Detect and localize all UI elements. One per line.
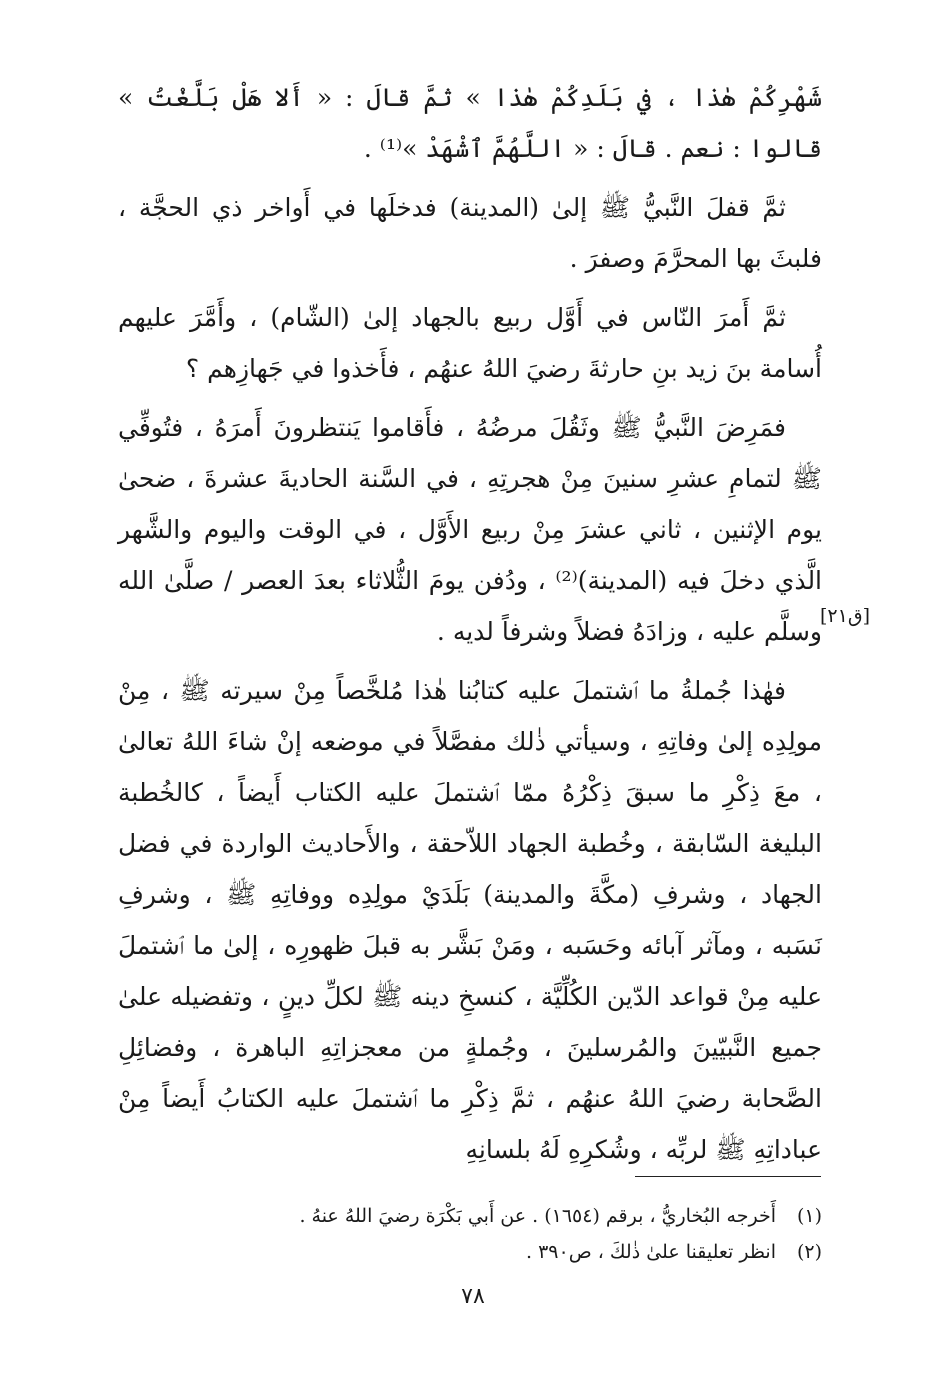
footnote-2 (118, 1234, 822, 1270)
footnote-1 (118, 1198, 822, 1234)
footnote-number: (٢) (796, 1241, 822, 1263)
paragraph-4: فمَرِضَ النَّبيُّ ﷺ وثَقُلَ مرضُهُ ، فأَقاموا يَنتظرونَ أَمرَهُ ، فتُوفِّي ﷺ لتمامِ عشرِ سنينَ مِنْ هجرتِهِ ، في السَّنة الحاديةَ عشرةَ ، ضحىٰ يوم الإثنين ، ثاني عشرَ مِنْ ربيع الأَوَّل ، في الوقت واليوم والشَّهر الَّذي دخلَ فيه (المدينة)⁽²⁾ ، ودُفن يومَ الثُّلاثاء بعدَ العصر / صلَّىٰ الله وسلَّم عليه ، وزادَهُ فضلاً وشرفاً لديه . (118, 413, 823, 646)
footnote-divider (635, 1176, 821, 1177)
footnote-text: انظر تعليقنا علىٰ ذٰلكَ ، ص٣٩٠ . (526, 1241, 776, 1263)
main-text (118, 72, 822, 1183)
paragraph-3: ثمَّ أَمرَ النّاس في أَوَّل ربيع بالجهاد إلىٰ (الشّام) ، وأَمَّرَ عليهم أُسامة بنَ زيد بنِ حارثةَ رضيَ اللهُ عنهُم ، فأَخذوا في جَهازِهم ؟ (118, 303, 822, 383)
paragraph-2: ثمَّ قفلَ النَّبيُّ ﷺ إلىٰ (المدينة) فدخلَها في أَواخر ذي الحجَّة ، فلبثَ بها المحرَّمَ وصفرَ . (118, 193, 822, 273)
paragraph-1: شَهْرِكُمْ هٰذا ، في بَلَدِكُمْ هٰذا » ثمَّ قالَ : « أَلا هَلْ بَلَّغْتُ » قالوا : نعم . قالَ : « اللَّهُمَّ ٱشْهَدْ »⁽¹⁾ . (118, 83, 822, 163)
footnote-number: (١) (796, 1205, 822, 1227)
footnotes (118, 1198, 822, 1270)
footnote-text: أَخرجه البُخاريُّ ، برقم (١٦٥٤) . عن أَبي بَكْرَة رضيَ اللهُ عنهُ . (299, 1205, 776, 1227)
manuscript-folio-marker: [ق٢١] (820, 605, 870, 627)
paragraph-5: فهٰذا جُملةُ ما ٱشتملَ عليه كتابُنا هٰذا مُلخَّصاً مِنْ سيرته ﷺ ، مِنْ مولِدِه إلىٰ وفاتِهِ ، وسيأتي ذٰلك مفصَّلاً في موضعه إنْ شاءَ اللهُ تعالىٰ ، معَ ذِكْرِ ما سبقَ ذِكْرُهُ ممّا ٱشتملَ عليه الكتاب أَيضاً ، كالخُطبة البليغة السّابقة ، وخُطبة الجهاد اللاّحقة ، والأَحاديث الواردة في فضل الجهاد ، وشرفِ (مكَّةَ والمدينة) بَلَدَيْ مولِدِه ووفاتِهِ ﷺ ، وشرفِ نَسَبه ، ومآثر آبائه وحَسَبه ، ومَنْ بَشَّر به قبلَ ظهورِه ، إلىٰ ما ٱشتملَ عليه مِنْ قواعد الدّين الكُلِّيَّة ، كنسخِ دينه ﷺ لكلِّ دينٍ ، وتفضيله علىٰ جميع النَّبيّينَ والمُرسلينَ ، وجُملةٍ من معجزاتِهِ الباهرة ، وفضائِلِ الصَّحابة رضيَ اللهُ عنهُم ، ثمَّ ذِكْرِ ما ٱشتملَ عليه الكتابُ أَيضاً مِنْ عباداتِهِ ﷺ لربِّه ، وشُكرِهِ لَهُ بلسانِهِ (118, 676, 822, 1164)
page-number: ٧٨ (461, 1284, 485, 1309)
